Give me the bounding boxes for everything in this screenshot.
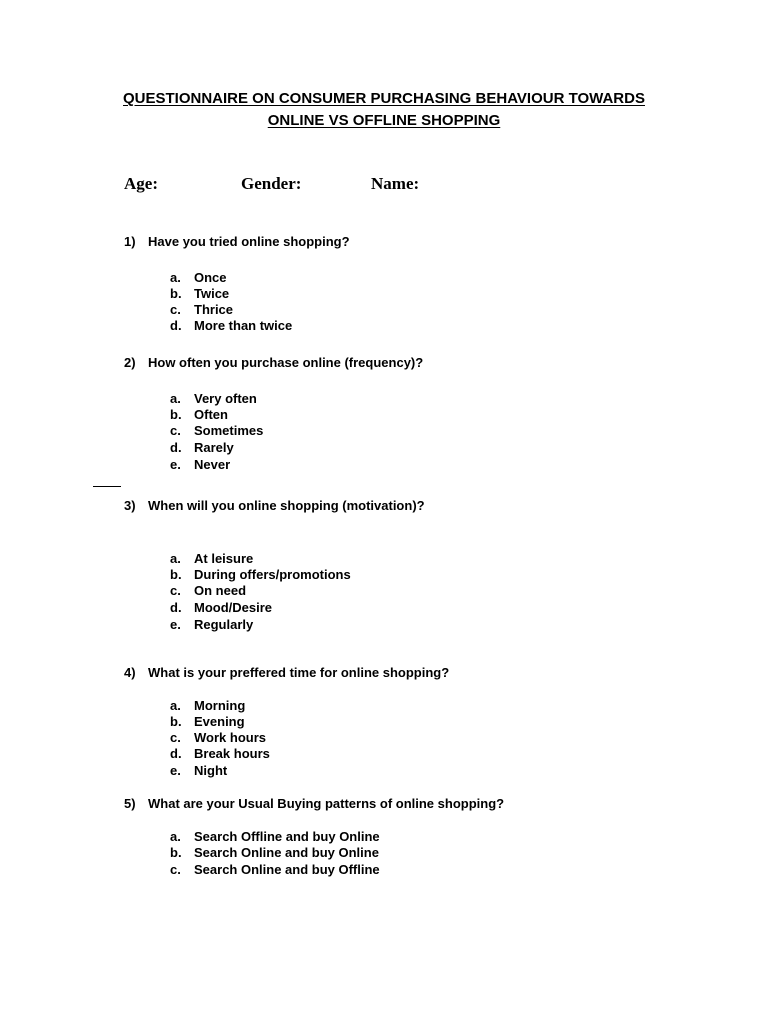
question-5-option-b-letter: b. <box>170 845 182 860</box>
question-4-option-c: Work hours <box>194 730 266 745</box>
age-field-label: Age: <box>124 174 158 193</box>
question-4-option-e: Night <box>194 763 228 778</box>
question-3-option-a-letter: a. <box>170 551 181 566</box>
question-2-option-d-letter: d. <box>170 440 182 455</box>
question-3-option-d-letter: d. <box>170 600 182 615</box>
question-5-option-c: Search Online and buy Offline <box>194 862 380 877</box>
question-3-option-e: Regularly <box>194 617 254 632</box>
question-1-number: 1) <box>124 234 136 249</box>
question-3-option-d: Mood/Desire <box>194 600 273 615</box>
question-4-text: What is your preffered time for online shopping? <box>148 665 450 680</box>
name-field-label: Name: <box>371 174 420 193</box>
question-4-option-d-letter: d. <box>170 746 182 761</box>
question-1-option-c-letter: c. <box>170 302 181 317</box>
question-5-text: What are your Usual Buying patterns of online shopping? <box>148 796 505 811</box>
question-1-text: Have you tried online shopping? <box>148 234 350 249</box>
question-1-option-c: Thrice <box>194 302 234 317</box>
question-4-option-c-letter: c. <box>170 730 181 745</box>
question-5-option-c-letter: c. <box>170 862 181 877</box>
question-2-option-b-letter: b. <box>170 407 182 422</box>
question-3-text: When will you online shopping (motivation)? <box>148 498 425 513</box>
question-5-option-a: Search Offline and buy Online <box>194 829 380 844</box>
question-4-number: 4) <box>124 665 136 680</box>
question-2-option-d: Rarely <box>194 440 234 455</box>
question-4-option-a-letter: a. <box>170 698 181 713</box>
question-2-text: How often you purchase online (frequency)? <box>148 355 424 370</box>
question-4-option-b-letter: b. <box>170 714 182 729</box>
question-2-option-c: Sometimes <box>194 423 264 438</box>
question-3-option-c-letter: c. <box>170 583 181 598</box>
question-1-option-a: Once <box>194 270 227 285</box>
question-1-option-d: More than twice <box>194 318 293 333</box>
question-2-option-e: Never <box>194 457 231 472</box>
document-title-line-1: QUESTIONNAIRE ON CONSUMER PURCHASING BEHAVIOUR TOWARDS <box>123 90 645 107</box>
question-5-option-a-letter: a. <box>170 829 181 844</box>
question-2-option-e-letter: e. <box>170 457 181 472</box>
margin-rule-divider <box>93 486 121 487</box>
question-1-option-a-letter: a. <box>170 270 181 285</box>
question-5-number: 5) <box>124 796 136 811</box>
question-3-option-a: At leisure <box>194 551 254 566</box>
gender-field-label: Gender: <box>241 174 302 193</box>
question-4-option-e-letter: e. <box>170 763 181 778</box>
question-3-option-b: During offers/promotions <box>194 567 351 582</box>
question-4-option-a: Morning <box>194 698 246 713</box>
question-3-option-b-letter: b. <box>170 567 182 582</box>
question-2-option-a: Very often <box>194 391 257 406</box>
question-1-option-b: Twice <box>194 286 230 301</box>
question-2-option-c-letter: c. <box>170 423 181 438</box>
question-2-number: 2) <box>124 355 136 370</box>
question-3-number: 3) <box>124 498 136 513</box>
question-2-option-b: Often <box>194 407 228 422</box>
question-4-option-d: Break hours <box>194 746 270 761</box>
question-3-option-c: On need <box>194 583 247 598</box>
question-3-option-e-letter: e. <box>170 617 181 632</box>
question-4-option-b: Evening <box>194 714 245 729</box>
question-1-option-d-letter: d. <box>170 318 182 333</box>
document-title-line-2: ONLINE VS OFFLINE SHOPPING <box>267 112 501 129</box>
question-5-option-b: Search Online and buy Online <box>194 845 379 860</box>
question-1-option-b-letter: b. <box>170 286 182 301</box>
question-2-option-a-letter: a. <box>170 391 181 406</box>
